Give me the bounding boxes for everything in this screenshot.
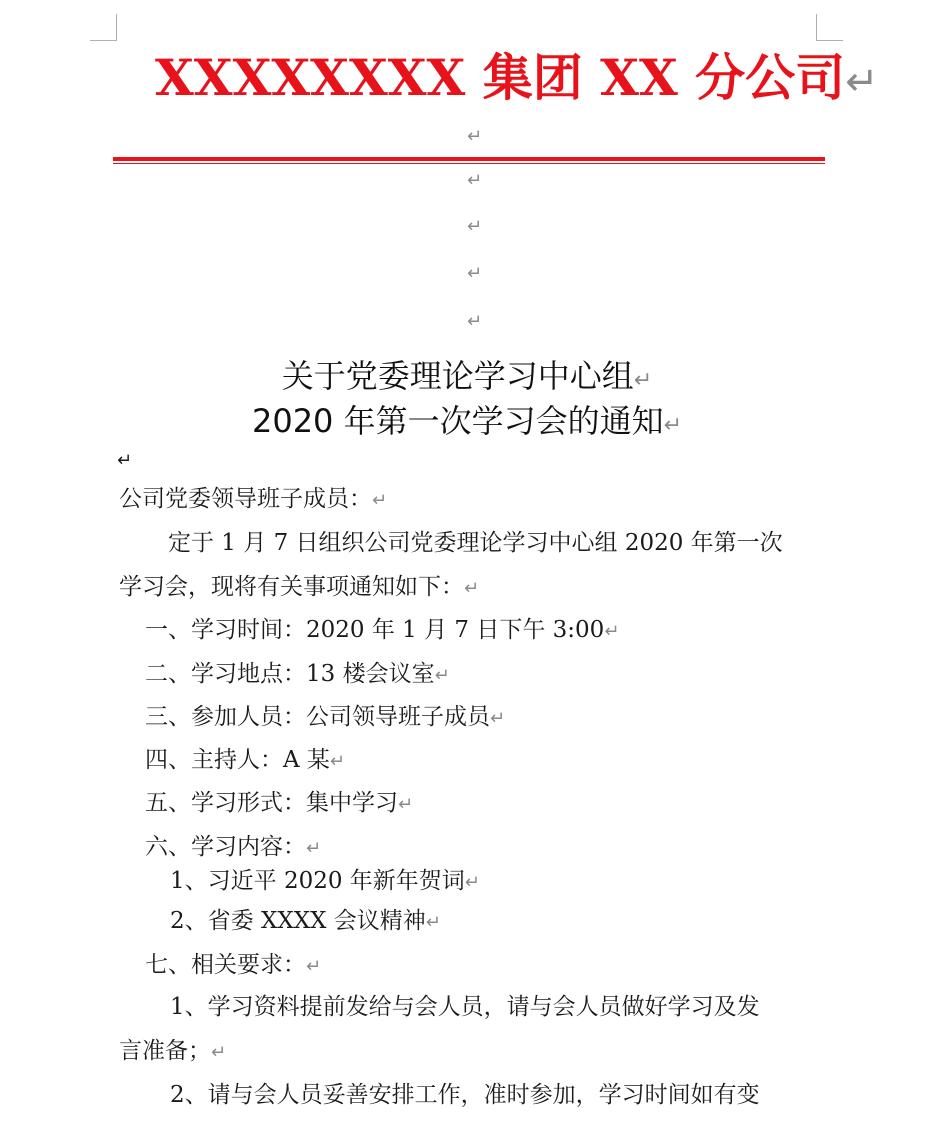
paragraph-mark-icon: ↵	[467, 126, 483, 147]
page-corner-mark-top-left	[90, 14, 117, 41]
item-study-content: 六、学习内容：↵	[145, 834, 322, 860]
letterhead-red-rule-thick	[113, 157, 825, 161]
item-study-place: 二、学习地点：13 楼会议室↵	[145, 661, 450, 687]
paragraph-mark-icon: ↵	[306, 956, 322, 977]
paragraph-mark-icon: ↵	[490, 708, 506, 729]
paragraph-mark-icon: ↵	[464, 578, 480, 599]
letterhead-red-rule-thin	[113, 163, 825, 164]
item-study-time: 一、学习时间：2020 年 1 月 7 日下午 3:00↵	[145, 617, 620, 643]
document-title-line-1: 关于党委理论学习中心组↵	[281, 357, 653, 395]
item-requirements: 七、相关要求：↵	[145, 952, 322, 978]
paragraph-mark-icon: ↵	[467, 263, 483, 284]
salutation: 公司党委领导班子成员：↵	[119, 486, 388, 512]
item-host: 四、主持人：A 某↵	[145, 747, 346, 773]
page-corner-mark-top-right	[816, 14, 843, 41]
content-subitem-1: 1、习近平 2020 年新年贺词↵	[170, 868, 480, 894]
paragraph-mark-icon: ↵	[434, 665, 450, 686]
document-title-line-2: 2020 年第一次学习会的通知↵	[251, 402, 683, 440]
requirement-1-line-1: 1、学习资料提前发给与会人员，请与会人员做好学习及发	[170, 994, 760, 1020]
org-name: XXXXXXXX 集团 XX 分公司	[155, 48, 846, 107]
paragraph-mark-icon: ↵	[306, 838, 322, 859]
intro-paragraph-line-1: 定于 1 月 7 日组织公司党委理论学习中心组 2020 年第一次	[168, 530, 783, 556]
intro-paragraph-line-2: 学习会，现将有关事项通知如下：↵	[119, 574, 480, 600]
paragraph-mark-icon: ↵	[467, 311, 483, 332]
requirement-2-line-1: 2、请与会人员妥善安排工作，准时参加，学习时间如有变	[170, 1082, 760, 1108]
org-letterhead-title	[155, 48, 879, 112]
paragraph-mark-icon: ↵	[398, 794, 414, 815]
paragraph-mark-icon: ↵	[372, 490, 388, 511]
paragraph-mark-icon: ↵	[211, 1042, 227, 1063]
paragraph-mark-icon: ↵	[329, 751, 346, 772]
paragraph-mark-icon: ↵	[633, 368, 653, 393]
paragraph-mark-icon: ↵	[467, 170, 483, 191]
paragraph-mark-icon: ↵	[464, 872, 480, 893]
paragraph-mark-icon: ↵	[117, 450, 133, 471]
paragraph-mark-icon: ↵	[845, 59, 879, 105]
item-study-format: 五、学习形式：集中学习↵	[145, 790, 414, 816]
requirement-1-line-2: 言准备；↵	[119, 1038, 227, 1064]
paragraph-mark-icon: ↵	[425, 912, 441, 933]
paragraph-mark-icon: ↵	[604, 621, 620, 642]
paragraph-mark-icon: ↵	[663, 413, 683, 438]
paragraph-mark-icon: ↵	[467, 216, 483, 237]
item-attendees: 三、参加人员：公司领导班子成员↵	[145, 704, 506, 730]
content-subitem-2: 2、省委 XXXX 会议精神↵	[170, 908, 441, 934]
